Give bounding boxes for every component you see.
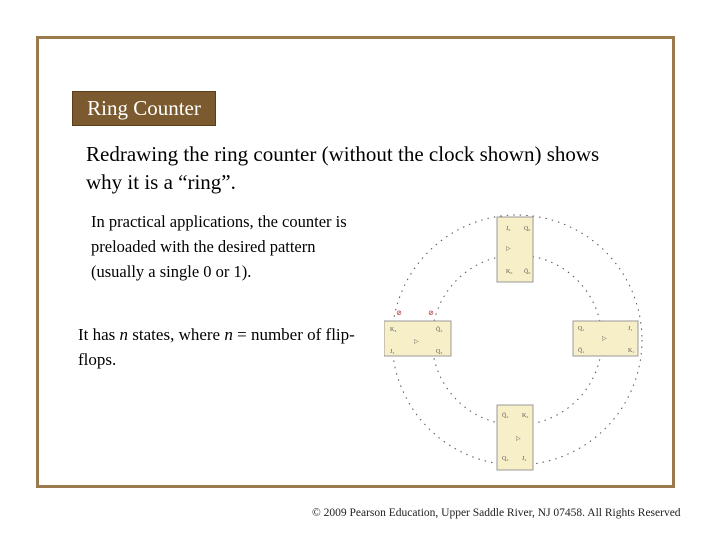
svg-text:Q̄₂: Q̄₂ [502, 413, 509, 419]
flip-flop-left [384, 321, 451, 356]
svg-text:K₃: K₃ [390, 327, 397, 333]
svg-text:▷: ▷ [506, 246, 511, 252]
flip-flop-top [497, 217, 533, 282]
slide-title: Ring Counter [72, 91, 216, 126]
svg-text:K₁: K₁ [628, 348, 635, 354]
flip-flop-bottom [497, 405, 533, 470]
svg-text:Q̄₃: Q̄₃ [436, 327, 443, 333]
svg-text:Q₀: Q₀ [524, 226, 531, 232]
states-suffix: = number of flip-flops. [78, 325, 355, 369]
svg-text:Q̄₀: Q̄₀ [524, 269, 531, 275]
preload-paragraph: In practical applications, the counter is preloaded with the desired pattern (usually a single 0 or 1). [91, 212, 347, 281]
states-prefix: It has [78, 325, 120, 344]
states-paragraph [78, 322, 378, 372]
svg-text:▷: ▷ [516, 436, 521, 442]
main-text: Redrawing the ring counter (without the clock shown) shows why it is a “ring”. [86, 142, 600, 194]
states-mid: states, where [128, 325, 225, 344]
states-var-n: n [119, 325, 129, 344]
svg-text:J₀: J₀ [506, 226, 511, 232]
svg-text:⊘: ⊘ [428, 309, 434, 317]
svg-text:K₀: K₀ [506, 269, 513, 275]
svg-text:J₁: J₁ [628, 326, 633, 332]
svg-text:Q̄₁: Q̄₁ [578, 348, 585, 354]
copyright-footer: © 2009 Pearson Education, Upper Saddle River, NJ 07458. All Rights Reserved [312, 507, 681, 519]
flip-flop-right [573, 321, 638, 356]
ring-counter-diagram [384, 205, 654, 475]
svg-text:⊘: ⊘ [396, 309, 402, 317]
svg-text:J₃: J₃ [390, 349, 395, 355]
svg-text:▷: ▷ [414, 339, 419, 345]
svg-text:Q₁: Q₁ [578, 326, 585, 332]
svg-text:J₂: J₂ [522, 456, 527, 462]
svg-text:K₂: K₂ [522, 413, 529, 419]
svg-text:▷: ▷ [602, 336, 607, 342]
output-markers [396, 309, 434, 317]
svg-text:Q₃: Q₃ [436, 349, 443, 355]
svg-text:Q₂: Q₂ [502, 456, 509, 462]
states-var-n-2: n [224, 325, 233, 344]
